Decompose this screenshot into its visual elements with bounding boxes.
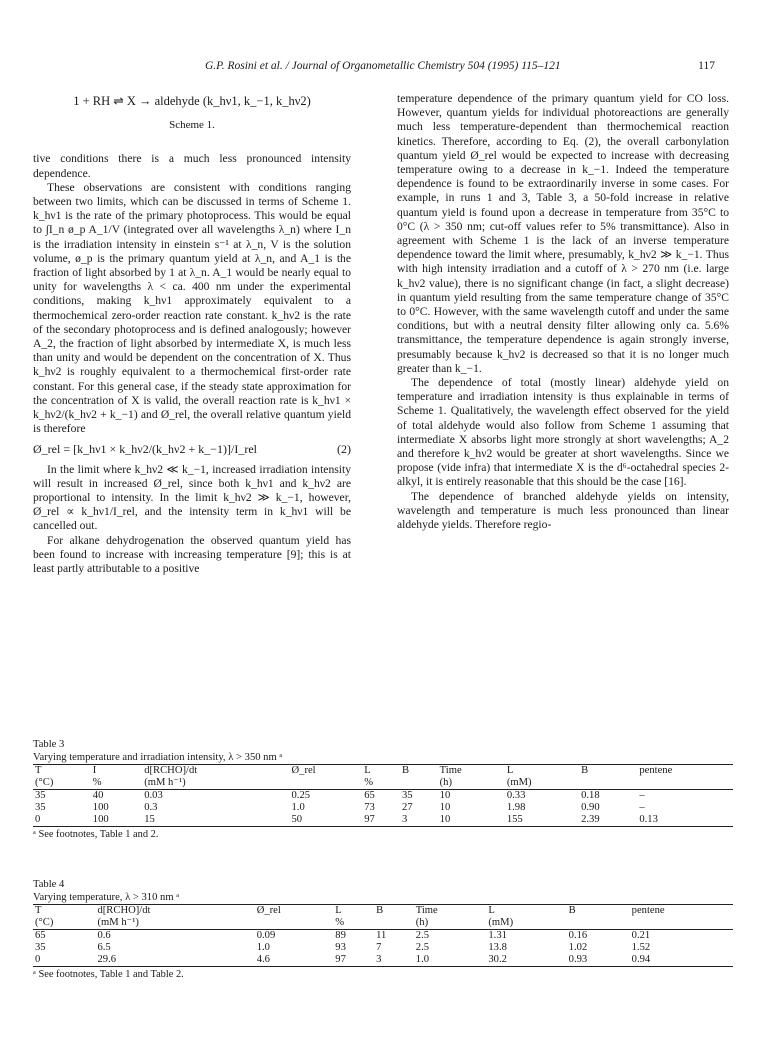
cell: 0: [35, 814, 41, 825]
col-header: B: [376, 905, 384, 916]
table-row: [33, 930, 733, 943]
col-unit: %: [364, 777, 374, 788]
cell: 2.5: [415, 930, 430, 941]
data-table: [33, 904, 733, 967]
cell: 0.09: [256, 930, 276, 941]
col-header: pentene: [639, 765, 673, 776]
col-unit: %: [335, 917, 345, 928]
equation-body: Ø_rel = [k_hν1 × k_hν2/(k_hν2 + k_−1)]/I_rel: [33, 442, 257, 457]
table-row: [33, 802, 733, 814]
col-unit: %: [92, 777, 102, 788]
cell: 0.94: [631, 954, 651, 965]
cell: 0.3: [144, 802, 158, 813]
table-3: [33, 738, 733, 840]
cell: 1.52: [631, 942, 651, 953]
table-row: [33, 814, 733, 827]
page-number: 117: [698, 60, 715, 72]
col-unit: [567, 917, 630, 930]
cell: 29.6: [97, 954, 117, 965]
left-column: [33, 92, 351, 576]
scheme-equation: 1 + RH ⇌ X → aldehyde (k_hν1, k_−1, k_hν2): [73, 94, 311, 108]
table-footnote: ᵃ See footnotes, Table 1 and 2.: [33, 829, 159, 840]
table-footnote: ᵃ See footnotes, Table 1 and Table 2.: [33, 969, 184, 980]
col-unit: (°C): [35, 777, 54, 788]
cell: 50: [291, 814, 303, 825]
cell: 40: [92, 790, 104, 801]
unit-row: [33, 917, 733, 930]
equation-2: [33, 442, 351, 456]
col-header: Ø_rel: [291, 765, 316, 776]
col-header: T: [35, 905, 42, 916]
cell: 0.93: [568, 954, 588, 965]
cell: 0.90: [581, 802, 600, 813]
cell: 100: [92, 814, 109, 825]
cell: 97: [335, 954, 346, 965]
cell: 2.39: [581, 814, 600, 825]
paragraph: The dependence of branched aldehyde yields on intensity, wavelength and temperature is much less pronounced than linear aldehyde yields. Therefore regio-: [397, 489, 729, 532]
paragraph: These observations are consistent with conditions ranging between two limits, which can be discussed in terms of Scheme 1. k_hν1 is the rate of the primary photoprocess. This would be equal to ∫I_n ø_p A_1/V (integrated over all wavelengths λ_n) where I_n is the irradiation intensity in einstein s⁻¹ at λ_n, V is the solution volume, ø_p is the primary quantum yield at λ_n, and A_1 is the fraction of light absorbed by 1 at λ_n. A_1 would be nearly equal to unity for wavelengths λ < ca. 400 nm under the experimental conditions, making k_hν1 approximately equivalent to a thermochemical zero-order reaction rate constant. k_hν2 is the rate of the secondary photoprocess and is defined analogously; however A_2, the fraction of light absorbed by intermediate X, is much less than unity and would be dependent on the concentration of X. Thus k_hν2 is roughly equivalent to a thermochemical first-order rate constant. For this general case, if the steady state approximation for the concentration of X is valid, the overall reaction rate is k_hν1 × k_hν2/(k_hν2 + k_−1) and Ø_rel, the overall relative quantum yield is therefore: [33, 180, 351, 436]
col-unit: [374, 917, 414, 930]
scheme-caption: Scheme 1.: [169, 119, 215, 132]
cell: 0.03: [144, 790, 163, 801]
cell: 35: [35, 802, 46, 813]
running-header: [205, 60, 715, 72]
cell: 15: [144, 814, 155, 825]
table-row: [33, 790, 733, 803]
col-unit: (mM h⁻¹): [144, 777, 186, 788]
col-unit: (mM h⁻¹): [97, 917, 139, 928]
cell: 1.02: [568, 942, 588, 953]
col-header: pentene: [631, 905, 665, 916]
unit-row: [33, 777, 733, 790]
col-unit: [400, 777, 438, 790]
col-header: L: [335, 905, 342, 916]
cell: 7: [376, 942, 382, 953]
col-unit: (mM): [488, 917, 514, 928]
col-unit: [290, 777, 363, 790]
data-table: [33, 764, 733, 827]
header-row: [33, 905, 733, 918]
paragraph: For alkane dehydrogenation the observed quantum yield has been found to increase with increasing temperature [9]; this is at least partly attributable to a positive: [33, 533, 351, 576]
col-header: Time: [439, 765, 462, 776]
cell: 155: [506, 814, 523, 825]
cell: 2.5: [415, 942, 430, 953]
cell: 0.33: [506, 790, 526, 801]
col-header: I: [92, 765, 97, 776]
cell: 1.0: [256, 942, 270, 953]
table-caption: Varying temperature, λ > 310 nm ᵃ: [33, 892, 180, 903]
col-header: L: [488, 905, 495, 916]
equation-number: (2): [337, 442, 351, 457]
col-unit: [255, 917, 334, 930]
col-header: L: [506, 765, 514, 776]
cell: 1.0: [415, 954, 430, 965]
cell: 4.6: [256, 954, 270, 965]
paragraph: tive conditions there is a much less pronounced intensity dependence.: [33, 152, 351, 180]
cell: 3: [376, 954, 382, 965]
running-title: G.P. Rosini et al. / Journal of Organometallic Chemistry 504 (1995) 115–121: [205, 60, 561, 72]
cell: 11: [376, 930, 387, 941]
cell: 35: [35, 790, 46, 801]
paragraph: temperature dependence of the primary quantum yield for CO loss. However, quantum yields for individual photoreactions are generally much less temperature-dependent than thermochemical reaction kinetics. Therefore, according to Eq. (2), the overall carbonylation quantum yield Ø_rel would be expected to increase with decreasing temperature owing to a decrease in k_−1. Indeed the temperature dependence is found to be extraordinarily inverse in some cases. For example, in runs 1 and 3, Table 3, a 50-fold increase in relative quantum yield is found upon a decrease in temperature from 35°C to 0°C (λ > 350 nm; cut-off values refer to 5% transmittance). Also in agreement with Scheme 1 is the lack of an inverse temperature dependence toward the limit where, presumably, k_hν2 ≫ k_−1. Thus with high intensity irradiation and a cutoff of λ > 270 nm (i.e. large k_hν2 value), there is no significant change (in fact, a slight decrease) in quantum yield resulting from the same temperature change of 35°C to 0°C. However, with the same wavelength cutoff and under the same conditions, but with a neutral density filter allowing only ca. 5.6% transmittance, the temperature dependence is again strongly inverse, presumably because k_hν2 is decreased so that it is no longer much greater than k_−1.: [397, 92, 729, 375]
col-unit: (°C): [35, 917, 54, 928]
cell: 0.16: [568, 930, 588, 941]
table-row: [33, 954, 733, 967]
paragraph: In the limit where k_hν2 ≪ k_−1, increased irradiation intensity will result in increased Ø_rel, since both k_hν1 and k_hν2 are proportional to intensity. In the limit k_hν2 ≫ k_−1, however, Ø_rel ∝ k_hν1/I_rel, and the intensity term in k_hν1 will be cancelled out.: [33, 462, 351, 533]
cell: 0: [35, 954, 41, 965]
cell: 0.21: [631, 930, 651, 941]
col-header: Ø_rel: [256, 905, 281, 916]
cell: 35: [401, 790, 413, 801]
col-header: Time: [415, 905, 438, 916]
table-row: [33, 942, 733, 954]
cell: 10: [439, 790, 451, 801]
col-header: d[RCHO]/dt: [144, 765, 198, 776]
table-label: Table 4: [33, 879, 65, 890]
cell: 93: [335, 942, 346, 953]
header-row: [33, 765, 733, 778]
cell: 0.6: [97, 930, 111, 941]
right-column: [397, 92, 729, 532]
col-header: B: [581, 765, 589, 776]
cell: –: [639, 790, 645, 801]
col-unit: [630, 917, 733, 930]
table-label: Table 3: [33, 739, 65, 750]
cell: 30.2: [488, 954, 507, 965]
col-header: B: [568, 905, 576, 916]
col-header: d[RCHO]/dt: [97, 905, 151, 916]
cell: 35: [35, 942, 46, 953]
cell: 13.8: [488, 942, 507, 953]
cell: 1.31: [488, 930, 507, 941]
cell: 73: [364, 802, 375, 813]
col-header: T: [35, 765, 42, 776]
cell: 10: [439, 814, 451, 825]
col-header: L: [364, 765, 371, 776]
col-unit: (h): [439, 777, 453, 788]
cell: 1.0: [291, 802, 305, 813]
cell: 27: [401, 802, 413, 813]
cell: 1.98: [506, 802, 526, 813]
cell: 65: [364, 790, 375, 801]
col-unit: (h): [415, 917, 429, 928]
cell: 89: [335, 930, 346, 941]
cell: 97: [364, 814, 375, 825]
cell: 3: [401, 814, 408, 825]
table-4: [33, 878, 733, 980]
cell: –: [639, 802, 645, 813]
paragraph: The dependence of total (mostly linear) aldehyde yield on temperature and irradiation intensity is thus explainable in terms of Scheme 1. Qualitatively, the wavelength effect observed for the yield of total aldehyde would also follow from Scheme 1 assuming that intermediate X absorbs light more strongly at short wavelengths; A_2 and therefore k_hν2 would be greater at short wavelengths. Since we propose (vide infra) that intermediate X is the d⁶-octahedral species 2-alkyl, it is entirely reasonable that this should be the case [16].: [397, 376, 729, 489]
table-caption: Varying temperature and irradiation intensity, λ > 350 nm ᵃ: [33, 752, 283, 763]
cell: 6.5: [97, 942, 111, 953]
col-unit: (mM): [506, 777, 532, 788]
cell: 0.25: [291, 790, 311, 801]
cell: 65: [35, 930, 46, 941]
col-unit: [637, 777, 733, 790]
cell: 10: [439, 802, 451, 813]
col-unit: [579, 777, 637, 790]
col-header: B: [401, 765, 410, 776]
cell: 0.13: [639, 814, 658, 825]
cell: 100: [92, 802, 109, 813]
cell: 0.18: [581, 790, 600, 801]
